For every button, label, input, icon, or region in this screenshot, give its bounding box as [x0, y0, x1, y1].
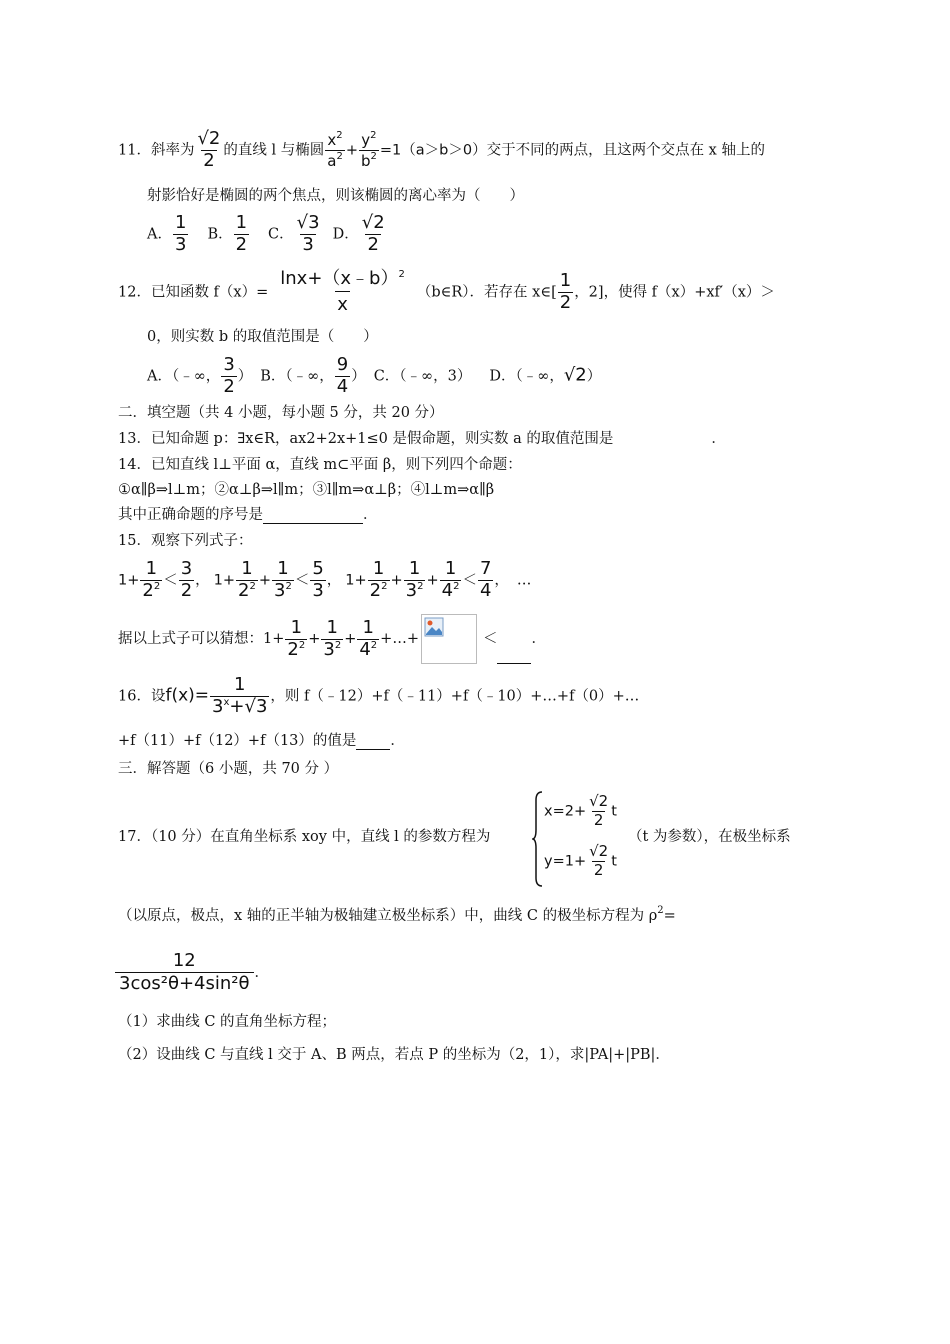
option-b-end: ）	[351, 368, 366, 385]
numerator: 1	[444, 558, 457, 579]
q11-number: 11．	[118, 142, 151, 159]
q14-end: ．	[363, 507, 378, 523]
y-eq-prefix: y=1+	[544, 853, 587, 870]
term-fraction	[236, 560, 258, 601]
plus-sign: +	[308, 631, 321, 647]
exponent: 2	[657, 905, 664, 916]
exponent: 2	[370, 150, 377, 162]
bound-fraction	[179, 560, 194, 601]
slope-fraction	[195, 130, 222, 171]
polar-fraction	[115, 952, 254, 994]
option-d-num: √2	[361, 212, 385, 233]
exponent: 2	[417, 580, 424, 592]
q13	[118, 431, 726, 448]
base: 3	[405, 579, 418, 601]
option-b-den: 4	[336, 375, 349, 397]
numerator: 12	[172, 950, 196, 971]
exponent: 2	[381, 580, 388, 592]
numerator: 3	[180, 558, 193, 579]
period: ．	[390, 733, 405, 749]
option-a-label: A．（﹣∞，	[147, 368, 221, 385]
option-b-label: B．	[207, 226, 233, 243]
option-b-value	[335, 356, 350, 397]
broken-image-icon	[421, 614, 477, 664]
term-one: 1+	[118, 572, 140, 589]
bound-fraction	[478, 560, 493, 601]
q12-text: （b∈R）．若存在 x∈[	[416, 284, 557, 301]
numerator: 1	[277, 558, 289, 579]
q17-line1	[118, 829, 490, 846]
q12-line1	[118, 270, 775, 315]
denominator: 2	[593, 860, 604, 879]
x-eq-prefix: x=2+	[544, 803, 587, 820]
numerator: 1	[372, 558, 385, 579]
term-fraction	[272, 560, 294, 601]
answer-blank	[263, 509, 363, 524]
exponent: 2	[453, 580, 460, 592]
function-fraction	[274, 270, 411, 315]
option-b-num: 1	[235, 212, 248, 233]
base: 3	[274, 579, 286, 601]
exponent: 2	[285, 580, 292, 592]
option-d-label: D．（﹣∞，	[489, 368, 564, 385]
term-fraction	[321, 616, 343, 660]
q17-sub1: （1）求曲线 C 的直角坐标方程；	[118, 1014, 337, 1030]
q12-options	[147, 356, 601, 397]
exponent: 2	[370, 639, 378, 651]
numerator: √2	[589, 842, 609, 860]
x-equation	[544, 794, 617, 829]
ellipse-equation-rest: =1（a＞b＞0）	[379, 142, 487, 159]
period: ．	[254, 964, 270, 981]
option-a-num: 1	[174, 212, 187, 233]
option-a-num: 3	[223, 354, 235, 375]
exponent: 2	[298, 639, 306, 651]
slope-denominator: 2	[203, 149, 215, 171]
ellipse-y-fraction	[359, 131, 379, 170]
term-fraction	[368, 560, 390, 601]
q12-line2: 0，则实数 b 的取值范围是（ ）	[147, 329, 378, 345]
term-fraction	[440, 560, 462, 601]
plus-sign: +	[426, 572, 439, 589]
option-d-value: √2	[563, 364, 587, 386]
term-fraction	[285, 616, 307, 660]
q14-line2: ①α∥β⇒l⊥m；②α⊥β⇒l∥m；③l∥m⇒α⊥β；④l⊥m⇒α∥β	[118, 482, 495, 498]
guess-more: +…+	[380, 631, 419, 647]
coefficient-fraction	[587, 844, 610, 879]
function-fraction	[210, 676, 269, 717]
option-b-value	[234, 214, 249, 255]
option-a-value	[221, 356, 236, 397]
parameter-t: t	[611, 803, 617, 820]
function-name: f(x)=	[165, 685, 210, 706]
q13-text: 13．已知命题 p：∃x∈R，ax2+2x+1≤0 是假命题，则实数 a 的取值范围是	[118, 431, 614, 447]
numerator: 1	[362, 616, 374, 638]
ellipse-y: y	[361, 131, 371, 150]
plus-sign: +	[344, 631, 357, 647]
q11-text: 交于不同的两点，且这两个交点在 x 轴上的	[486, 142, 765, 159]
option-a-den: 3	[174, 233, 187, 255]
exponent: 2	[336, 130, 343, 142]
exponent: 2	[336, 150, 343, 162]
denominator: 4	[479, 579, 492, 601]
base: 2	[369, 579, 382, 601]
denominator: 2	[593, 810, 604, 829]
denominator: 2	[180, 579, 193, 601]
q15-expressions	[118, 560, 531, 601]
numerator: 1	[233, 674, 246, 695]
q11-options	[147, 214, 388, 255]
slope-numerator: √2	[197, 128, 221, 149]
option-d-label: D．	[332, 226, 359, 243]
numerator: 7	[479, 558, 492, 579]
plus-sign: +	[345, 142, 358, 159]
parameter-t: t	[611, 853, 617, 870]
exponent: 2	[334, 639, 342, 651]
option-c-den: 3	[302, 233, 314, 255]
option-c-value	[295, 214, 322, 255]
comma: ，	[195, 572, 210, 589]
term-fraction	[404, 560, 426, 601]
left-brace-icon	[532, 790, 544, 888]
option-d-end: ）	[586, 368, 602, 385]
option-b-den: 2	[235, 233, 248, 255]
q11-text: 斜率为	[150, 142, 195, 159]
numerator: 1	[241, 558, 253, 579]
option-a-den: 2	[223, 375, 235, 397]
q12-text: ，2]，使得 f（x）+xf′（x）＞	[574, 284, 775, 301]
q17-sub2: （2）设曲线 C 与直线 l 交于 A、B 两点，若点 P 的坐标为（2，1），求|PA|+|PB|．	[118, 1047, 670, 1063]
option-b-num: 9	[336, 354, 349, 375]
q11-text: 的直线 l 与椭圆	[223, 142, 325, 159]
exponent: 2	[249, 580, 256, 592]
comma: ，	[494, 572, 509, 589]
q17-line1-tail: （t 为参数），在极坐标系	[628, 829, 791, 845]
q14-line1: 14．已知直线 l⊥平面 α，直线 m⊂平面 β，则下列四个命题：	[118, 457, 522, 473]
numerator: 5	[312, 558, 324, 579]
less-than: ＜	[294, 572, 310, 589]
numerator: 1	[326, 616, 338, 638]
q17-text: （以原点，极点，x 轴的正半轴为极轴建立极坐标系）中，曲线 C 的极坐标方程为 ρ	[118, 908, 658, 924]
root-term: +√3	[229, 695, 268, 717]
interval-numerator: 1	[559, 270, 572, 291]
term-fraction	[140, 560, 162, 601]
ellipse-b: b	[360, 151, 371, 170]
q14-text: 其中正确命题的序号是	[118, 507, 263, 523]
less-than: ＜	[462, 572, 477, 589]
plus-sign: +	[258, 572, 272, 589]
option-a-value	[173, 214, 188, 255]
exponent: x	[223, 696, 230, 708]
answer-blank	[356, 735, 390, 750]
q16-line1	[118, 676, 639, 717]
term-one: 1+	[345, 572, 367, 589]
option-c: C．（﹣∞，3）	[373, 368, 472, 385]
bound-fraction	[310, 560, 325, 601]
option-d-den: 2	[367, 233, 379, 255]
option-a-end: ）	[237, 368, 253, 385]
section-3-heading: 三．解答题（6 小题，共 70 分 ）	[118, 761, 339, 777]
q14-line3	[118, 507, 378, 524]
q16-number: 16．设	[118, 688, 166, 705]
numerator: 1	[408, 558, 421, 579]
base: 3	[323, 638, 335, 660]
exponent: 2	[398, 269, 405, 280]
exponent: 2	[153, 580, 161, 592]
base: 2	[238, 579, 250, 601]
coefficient-fraction	[587, 794, 610, 829]
guess-prefix: 据以上式子可以猜想：1+	[118, 631, 285, 647]
section-2-heading: 二．填空题（共 4 小题，每小题 5 分，共 20 分）	[118, 405, 444, 421]
less-than: ＜	[482, 631, 498, 647]
numerator: √2	[589, 792, 609, 810]
q16-text: ，则 f（﹣12）+f（﹣11）+f（﹣10）+…+f（0）+…	[270, 688, 640, 705]
numerator: 1	[145, 558, 158, 579]
denominator: 3	[312, 579, 324, 601]
base: 4	[441, 579, 454, 601]
base: 3	[212, 695, 224, 717]
q15-guess	[118, 614, 546, 664]
comma: ，	[326, 572, 342, 589]
option-d-value	[360, 214, 387, 255]
ellipse-x: x	[327, 131, 337, 150]
q12-number: 12．	[118, 284, 151, 301]
base: 2	[142, 579, 154, 601]
term-one: 1+	[213, 572, 236, 589]
period: ．	[531, 631, 546, 647]
plus-sign: +	[390, 572, 403, 589]
q16-text: +f（11）+f（12）+f（13）的值是	[118, 733, 357, 749]
q16-line2	[118, 733, 405, 750]
equals: =	[663, 908, 676, 924]
function-denominator: x	[335, 291, 350, 315]
q12-text: 已知函数 f（x）=	[150, 284, 269, 301]
option-b-label: B．（﹣∞，	[260, 368, 334, 385]
numerator: 1	[290, 616, 303, 638]
option-c-num: √3	[296, 212, 320, 233]
option-a-label: A．	[147, 226, 172, 243]
term-fraction	[357, 616, 379, 660]
interval-fraction	[558, 272, 573, 313]
q11-line2: 射影恰好是椭圆的两个焦点，则该椭圆的离心率为（ ）	[147, 188, 524, 204]
ellipse-a: a	[327, 151, 337, 170]
exponent: 2	[370, 130, 377, 142]
q13-end: ．	[711, 431, 726, 447]
q11-line1	[118, 130, 765, 171]
less-than: ＜	[163, 572, 178, 589]
option-c-label: C．	[268, 226, 294, 243]
q17-line2	[118, 905, 676, 925]
interval-denominator: 2	[559, 291, 572, 313]
answer-blank	[497, 649, 531, 664]
function-numerator: lnx+（x﹣b）	[280, 268, 399, 289]
ellipse-x-fraction	[325, 131, 345, 170]
base: 4	[359, 638, 371, 660]
q17-text: 17．（10 分）在直角坐标系 xoy 中，直线 l 的参数方程为	[118, 829, 491, 845]
denominator: 3cos²θ+4sin²θ	[115, 972, 254, 994]
parametric-system	[532, 790, 632, 888]
polar-equation	[114, 952, 269, 994]
q15-line1: 15．观察下列式子：	[118, 533, 253, 549]
y-equation	[544, 844, 617, 879]
base: 2	[287, 638, 299, 660]
ellipsis: …	[516, 572, 532, 589]
